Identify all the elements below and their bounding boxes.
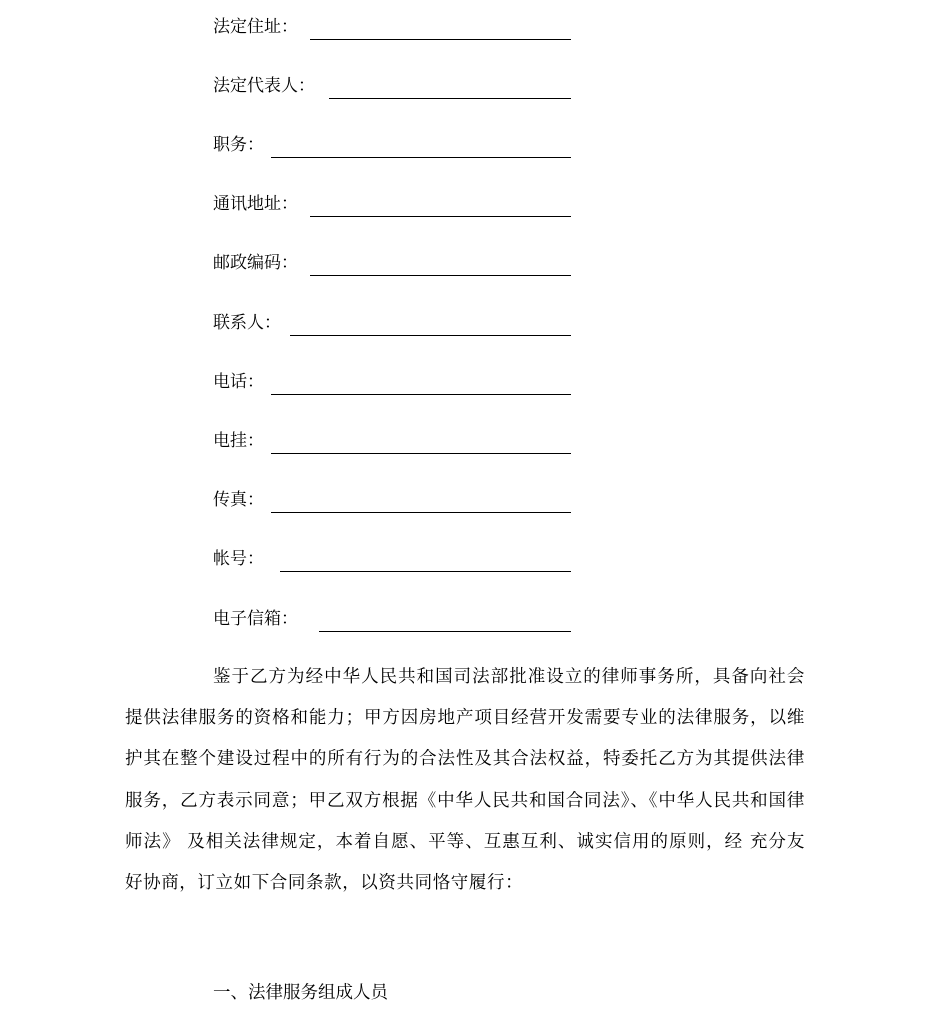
fill-in-line[interactable]: [280, 571, 571, 572]
field-label: 法定住址：: [213, 17, 298, 37]
field-fax: [213, 485, 264, 515]
field-cable-address: [213, 426, 264, 456]
field-label: 电子信箱：: [213, 609, 298, 629]
fill-in-line[interactable]: [271, 512, 571, 513]
fill-in-line[interactable]: [319, 631, 571, 632]
field-label: 职务：: [213, 135, 264, 155]
field-account-number: [213, 544, 264, 574]
field-email: [213, 604, 298, 634]
field-telephone: [213, 367, 264, 397]
fill-in-line[interactable]: [271, 394, 571, 395]
field-postal-code: [213, 248, 298, 278]
section-heading: 一、法律服务组成人员: [213, 983, 388, 1003]
field-label: 法定代表人：: [213, 76, 315, 96]
field-label: 传真：: [213, 490, 264, 510]
recital-paragraph: 鉴于乙方为经中华人民共和国司法部批准设立的律师事务所，具备向社会提供法律服务的资格和能力；甲方因房地产项目经营开发需要专业的法律服务，以维护其在整个建设过程中的所有行为的合法性及其合法权益，特委托乙方为其提供法律服务，乙方表示同意；甲乙双方根据《中华人民共和国合同法》、《中华人民共和国律师法》 及相关法律规定，本着自愿、平等、互惠互利、诚实信用的原则，经 充分友好协商，订立如下合同条款，以资共同恪守履行：: [125, 667, 805, 894]
field-mailing-address: [213, 189, 298, 219]
field-contact-person: [213, 308, 281, 338]
field-label: 帐号：: [213, 549, 264, 569]
fill-in-line[interactable]: [290, 335, 571, 336]
field-legal-representative: [213, 71, 315, 101]
fill-in-line[interactable]: [310, 39, 571, 40]
fill-in-line[interactable]: [310, 275, 571, 276]
field-label: 邮政编码：: [213, 253, 298, 273]
field-position: [213, 130, 264, 160]
fill-in-line[interactable]: [271, 453, 571, 454]
fill-in-line[interactable]: [329, 98, 571, 99]
field-legal-address: [213, 12, 298, 42]
fill-in-line[interactable]: [310, 216, 571, 217]
field-label: 联系人：: [213, 313, 281, 333]
field-label: 通讯地址：: [213, 194, 298, 214]
field-label: 电挂：: [213, 431, 264, 451]
field-label: 电话：: [213, 372, 264, 392]
fill-in-line[interactable]: [271, 157, 571, 158]
